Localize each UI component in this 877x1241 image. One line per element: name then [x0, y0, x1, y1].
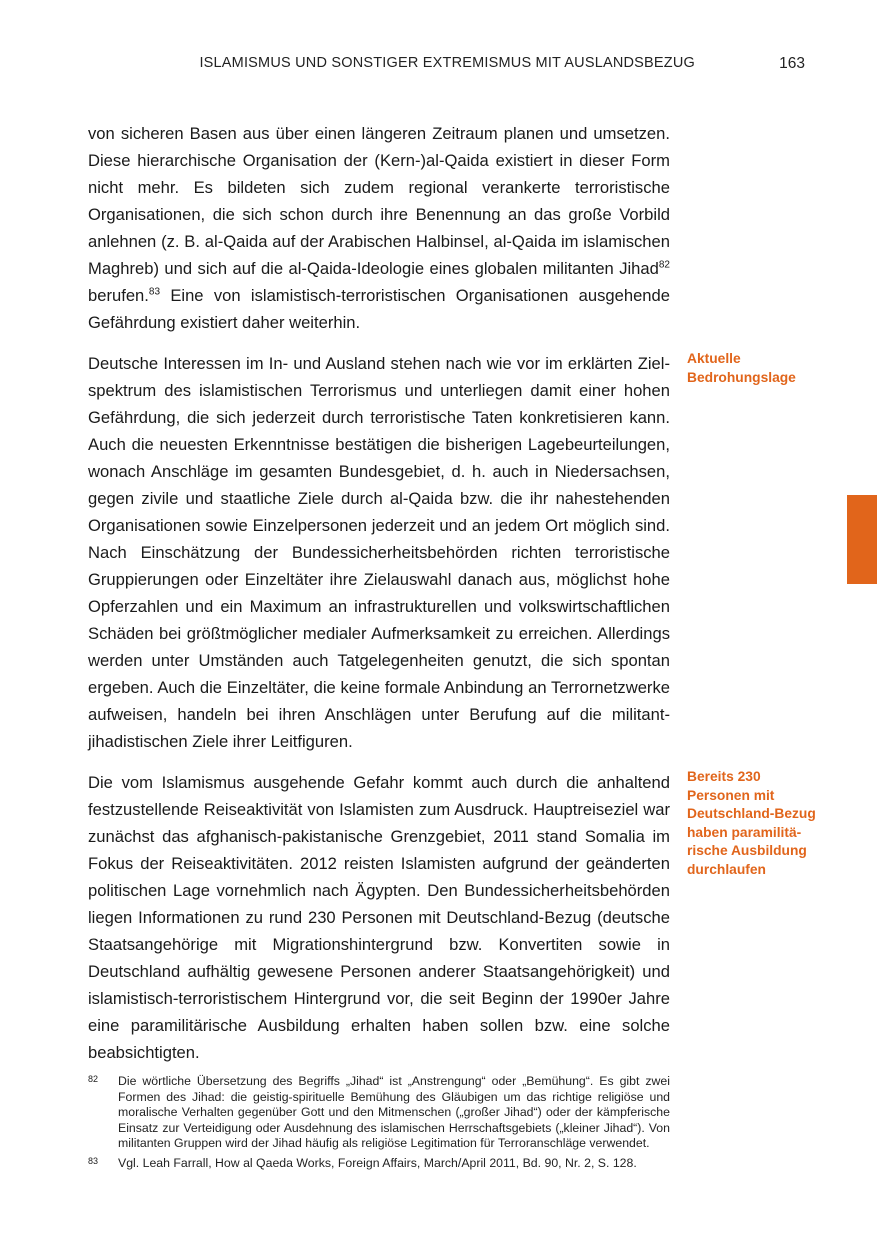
margin-note-threat-level: Aktuelle Bedrohungslage: [687, 351, 796, 385]
footnotes: [88, 1074, 670, 1176]
footnote-number: 83: [88, 1155, 99, 1166]
chapter-tab-marker: [847, 495, 877, 584]
footnote-number: 82: [88, 1074, 99, 1084]
footnote-ref-82[interactable]: 82: [658, 259, 670, 271]
main-text: [88, 120, 670, 1080]
running-title: ISLAMISMUS UND SONSTIGER EXTREMISMUS MIT AUSLANDSBEZUG: [199, 55, 695, 71]
footnote-text: Vgl. Leah Farrall, How al Qaeda Works, Foreign Affairs, March/April 2011, Bd. 90, Nr. 2, S. 128.: [118, 1155, 637, 1170]
footnote-ref-83[interactable]: 83: [148, 286, 161, 298]
footnote-text: Die wörtliche Übersetzung des Begriffs „Jihad“ ist „Anstrengung“ oder „Bemühung“. Es gibt zwei Formen des Jihad: die geistig-spirituelle Bemühung des Gläubigen um das richtige religiöse und moralische Verhalten gegenüber Gott und den Mitmenschen („großer Jihad“) oder der kämpferische Einsatz zur Verteidigung oder Ausdehnung des islamischen Herrschaftsgebiets („kleiner Jihad“). Von militanten Gruppen wird der Jihad häufig als religiöse Legitimation für Terroranschläge verwendet.: [118, 1074, 670, 1151]
paragraph-2: Deutsche Interessen im In- und Ausland stehen nach wie vor im erklärten Zielspektrum des islamistischen Terrorismus und unterliegen damit einer hohen Gefährdung, die sich jederzeit durch terroristische Taten konkretisieren kann. Auch die neuesten Erkenntnisse bestätigen die bisherigen Lagebeurteilungen, wonach Anschläge im gesamten Bundesgebiet, d. h. auch in Niedersachsen, gegen zivile und staatliche Ziele durch al-Qaida bzw. die ihr nahestehenden Organisationen sowie Einzelpersonen jederzeit und an jedem Ort möglich sind. Nach Einschätzung der Bundessicherheitsbehörden richten terroristische Gruppierungen oder Einzeltäter ihre Zielauswahl danach aus, möglichst hohe Opferzahlen und ein Maximum an infrastrukturellen und volkswirtschaftlichen Schäden bei größtmöglicher medialer Aufmerksamkeit zu erreichen. Allerdings werden unter Umständen auch Tatgelegenheiten genutzt, die sich spontan ergeben. Auch die Einzeltäter, die keine formale Anbindung an Terrornetzwerke aufweisen, handeln bei ihren Anschlägen unter Berufung auf die militant-jihadistischen Ziele ihrer Leitfiguren.: [88, 354, 670, 751]
page-header: [88, 55, 805, 77]
paragraph-1: von sicheren Basen aus über einen längeren Zeitraum planen und umsetzen. Diese hierarchische Organisation der (Kern-)al-Qaida existiert in dieser Form nicht mehr. Es bildeten sich zudem regional verankerte terroristische Organisationen, die sich schon durch ihre Benennung an das große Vorbild anlehnen (z. B. al-Qaida auf der Arabischen Halbinsel, al-Qaida im islamischen Maghreb) und sich auf die al-Qaida-Ideologie eines globalen militanten Jihad$^{82}$ berufen.$^{83}$ Eine von islamistisch-terroristischen Organisationen ausgehende Gefährdung existiert daher weiterhin.: [88, 124, 670, 332]
footnote-83: [88, 1156, 670, 1172]
paragraph-3: Die vom Islamismus ausgehende Gefahr kommt auch durch die anhaltend festzustellende Reiseaktivität von Islamisten zum Ausdruck. Hauptreiseziel war zunächst das afghanisch-pakistanische Grenzgebiet, 2011 stand Somalia im Fokus der Reiseaktivitäten. 2012 reisten Islamisten aufgrund der geänderten politischen Lage vornehmlich nach Ägypten. Den Bundessicherheitsbehörden liegen Informationen zu rund 230 Personen mit Deutschland-Bezug (deutsche Staatsangehörige mit Migrationshintergrund bzw. Konvertiten sowie in Deutschland aufhältig gewesene Personen anderer Staatsangehörigkeit) und islamistisch-terroristischem Hintergrund vor, die seit Beginn der 1990er Jahre eine paramilitärische Ausbildung erhalten haben sollen bzw. eine solche beabsichtigten.: [88, 773, 670, 1062]
footnote-82: [88, 1074, 670, 1152]
margin-note-paramilitary-training: Bereits 230 Personen mit Deutschland-Bezug haben paramilitä- rische Ausbildung durchlaufen: [687, 769, 816, 877]
page-number: 163: [779, 55, 805, 72]
